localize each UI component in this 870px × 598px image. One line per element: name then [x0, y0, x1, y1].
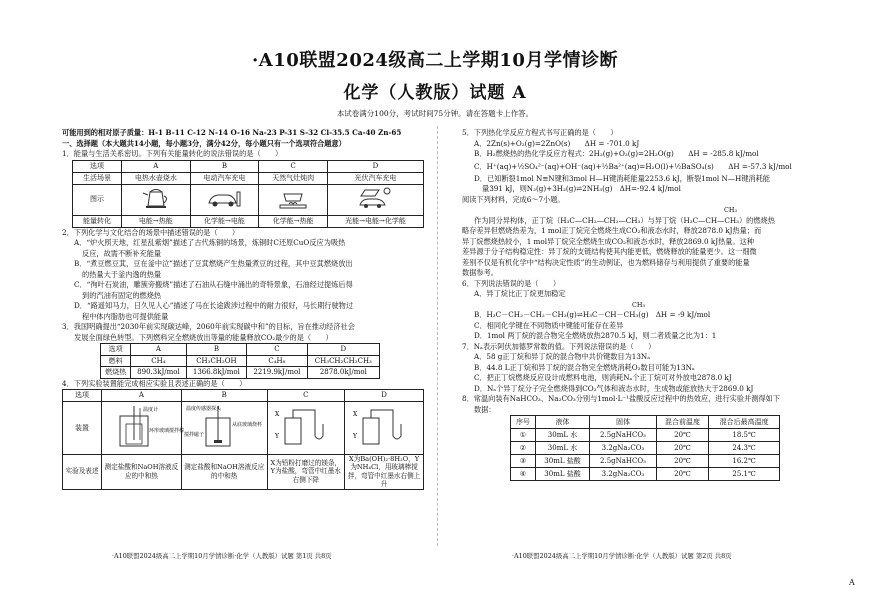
q4-head-0: 选项	[63, 390, 102, 402]
q1-r3-0: 能量转化	[73, 215, 122, 227]
q4-desc-a: 测定盐酸和NaOH溶液反应的中和热	[102, 454, 182, 489]
right-column	[462, 128, 840, 481]
q8-r2-c3: 20℃	[656, 442, 708, 455]
q1-r1-0: 生活场景	[73, 172, 122, 184]
exam-title: ·A10联盟2024级高二上学期10月学情诊断	[252, 50, 618, 71]
q1-figure-label: 图示	[73, 184, 122, 215]
q8-r2-c4: 24.3℃	[709, 442, 780, 455]
magnet-label: 搅拌磁子	[184, 432, 205, 438]
electric-kettle-icon	[138, 186, 174, 210]
q1-head-4: D	[327, 160, 423, 172]
passage-line-1: 作为同分异构体，正丁烷（H₃C—CH₂—CH₂—CH₃）与异丁烷（H₃C—CH—CH₃）的燃烧热	[474, 215, 775, 225]
q2-option-a: A．“炉火照天地，红星乱紫烟”描述了古代炼铜的场景，炼铜时C还原CuO反应为吸热	[74, 238, 346, 247]
question-8-cont: 数据：	[474, 404, 496, 414]
q8-r1-c2: 2.5gNaHCO₃	[590, 429, 657, 442]
q4-head-2: B	[181, 390, 267, 402]
q1-table	[72, 160, 424, 228]
q4-desc-b: 测定盐酸和NaOH溶液反应的中和热	[181, 454, 267, 489]
q8-r4-c2: 3.2gNa₂CO₃	[590, 468, 657, 481]
q2-option-d-cont: 程中体内脂肪也可提供能量	[82, 311, 169, 321]
q3-r1-1: A	[131, 344, 186, 356]
q4-head-3: C	[267, 390, 345, 402]
reagent-y-label-d: Y	[353, 433, 358, 440]
table-row	[511, 442, 780, 455]
question-3-cont: 发展全面绿色转型。下列燃料完全燃烧放出等量的能量释放CO₂最少的是（ ）	[74, 332, 333, 342]
footer-page-1: ·A10联盟2024级高二上学期10月学情诊断·化学（人教版）试题 第1页 共8页	[112, 552, 332, 560]
q4-desc-label: 实验及表述	[63, 454, 102, 489]
q2-option-c: C．“徇叶石炭油，雕簇旁搬烧”描述了石油从石缝中涌出的奇特景象，石油经过提炼后得	[74, 280, 353, 289]
thermometer-label: 温度计	[143, 407, 159, 413]
q1-r1-3: 天然气灶炖肉	[259, 172, 328, 184]
q4-apparatus-c	[267, 402, 345, 455]
passage-line-6: 数据参考。	[462, 268, 498, 277]
q1-r1-2: 电动汽车充电	[190, 172, 259, 184]
question-5: 5．下列热化学反应方程式书写正确的是（ ）	[462, 128, 618, 137]
q8-r2-c1: 30mL 水	[535, 442, 589, 455]
q3-table	[100, 343, 380, 379]
sensor-label: 温度传感器探头	[186, 406, 222, 412]
q3-r1-0: 选项	[101, 344, 131, 356]
exam-note: 本试卷满分100分，考试时间75分钟。请在答题卡上作答。	[336, 109, 534, 118]
q8-r4-c4: 25.1℃	[709, 468, 780, 481]
q4-apparatus-b	[181, 402, 267, 455]
q1-figure-c	[259, 184, 328, 215]
q1-figure-a	[122, 184, 191, 215]
section-heading: 一、选择题（本大题共14小题，每小题3分，满分42分，每小题只有一个选项符合题意）	[62, 138, 346, 148]
q6-option-a: A．异丁烷比正丁烷更加稳定	[474, 289, 566, 298]
q3-r2-3: C₄H₈	[247, 355, 308, 367]
table-row	[511, 429, 780, 442]
q2-option-c-cont: 到的汽油有固定的燃烧热	[82, 290, 162, 300]
q3-r2-4: CH₃CH₂CH₂CH₃	[307, 355, 379, 367]
q8-r3-c2: 2.5gNaHCO₃	[590, 455, 657, 468]
q8-r3-c4: 16.2℃	[709, 455, 780, 468]
isobutane-branch: CH₃	[724, 206, 738, 214]
q2-option-b-cont: 的热量大于釜内逸的热量	[82, 269, 162, 279]
q8-head-0: 序号	[511, 416, 536, 429]
u-tube-icon-2	[349, 402, 419, 450]
reading-intro: 阅读下列材料，完成6～7小题。	[462, 194, 565, 204]
q8-r3-c3: 20℃	[656, 455, 708, 468]
u-tube-icon	[271, 402, 341, 450]
q8-r3-c1: 30mL 盐酸	[535, 455, 589, 468]
q4-desc-c: X为铅粉打磨过的镁条，Y为盐酸，弯管中红墨水右侧下降	[267, 454, 345, 489]
q7-option-a: A．58 g正丁烷和异丁烷的混合物中共价键数目为13Nₐ	[474, 352, 650, 361]
q6-option-b: B．H₃C－CH₂－CH₂－CH₃(g)⇌H₃C－CH－CH₃(g) ΔH = -9 kJ/mol	[474, 310, 711, 319]
q5-option-d-cont: 量391 kJ，则N₂(g)+3H₂(g)⇌2NH₃(g) ΔH=-92.4 kJ/mol	[482, 184, 681, 193]
q3-r1-3: C	[247, 344, 308, 356]
q8-r4-c0: ④	[511, 468, 536, 481]
q7-option-d: D．Nₐ个异丁烷分子完全燃烧得到CO₂气体和液态水时，生成物或能放热大于2869.0 kJ	[474, 383, 754, 393]
q3-r1-4: D	[307, 344, 379, 356]
reagent-x-label-d: X	[353, 411, 358, 418]
footer-page-2: ·A10联盟2024级高二上学期10月学情诊断·化学（人教版）试题 第2页 共8页	[512, 552, 732, 560]
ev-charging-icon	[206, 186, 242, 210]
question-7: 7．Nₐ表示阿伏加德罗常数的值。下列说法错误的是（ ）	[462, 341, 656, 351]
q4-table	[62, 389, 424, 490]
q8-r4-c1: 30mL 盐酸	[535, 468, 589, 481]
q2-option-d: D．“路遥知马力，日久见人心”描述了马在长途跋涉过程中的耐力很好，马长期行驶物过	[74, 301, 354, 310]
q7-option-b: B．44.8 L正丁烷和异丁烷的混合物完全燃烧消耗O₂数目可能为13Nₐ	[474, 362, 695, 372]
q1-head-3: C	[259, 160, 328, 172]
q5-option-a: A．2Zn(s)+O₂(g)=2ZnO(s) ΔH = -701.0 kJ	[474, 138, 640, 148]
q1-head-1: A	[122, 160, 191, 172]
exam-subtitle: 化学（人教版）试题 A	[343, 83, 527, 103]
passage-line-3: 异丁烷燃烧热较小，1 mol异丁烷完全燃烧生成CO₂和液态水时，释放2869.0 kJ热量。这种	[462, 236, 755, 246]
passage-line-2: 略存差异但燃烧热差为，1 mol正丁烷完全燃烧生成CO₂和液态水时，释放2878.0 kJ热量；而	[462, 226, 762, 235]
q3-r3-2: 1366.8kJ/mol	[186, 367, 247, 379]
q1-head-0: 选项	[73, 160, 122, 172]
q6-option-d: D．1mol 两丁烷的混合物完全燃烧放热2870.5 kJ，则二者质量之比为1：1	[474, 331, 717, 340]
gas-stove-icon	[275, 186, 311, 210]
q3-r3-1: 890.3kJ/mol	[131, 367, 186, 379]
q8-r2-c0: ②	[511, 442, 536, 455]
q5-option-c: C．H⁺(aq)+½SO₄²⁻(aq)+OH⁻(aq)+½Ba²⁺(aq)=H₂O(l)+½BaSO₄(s) ΔH =-57.3 kJ/mol	[474, 161, 792, 171]
q4-apparatus-d	[345, 402, 424, 455]
q3-r3-0: 燃烧热	[101, 367, 131, 379]
q7-option-c: C．把正丁烷燃烧反应设计成燃料电池，则消耗Nₐ个正丁烷可对外放电2878.0 kJ	[474, 373, 732, 382]
question-8: 8．常温向装有NaHCO₃、Na₂CO₃分别与1mol·L⁻¹盐酸反应过程中的热效应，进行实验并测得如下	[462, 394, 780, 403]
q8-head-4: 混合后最高温度	[709, 416, 780, 429]
passage-line-5: 差别不仅是有机化学中“结构决定性质”的生动例证，也为燃料储存与利用提供了重要的能量	[462, 257, 750, 267]
q1-r1-1: 电热水壶烧水	[122, 172, 191, 184]
q3-r1-2: B	[186, 344, 247, 356]
q1-r3-1: 电能→热能	[122, 215, 191, 227]
q3-r3-3: 2219.9kJ/mol	[247, 367, 308, 379]
q1-figure-b	[190, 184, 259, 215]
question-6: 6．下列说法错误的是（ ）	[462, 278, 561, 288]
q1-head-2: B	[190, 160, 259, 172]
q4-desc-d: X为Ba(OH)₂·8H₂O，Y为NH₄Cl，用玻璃棒搅拌，弯管中红墨水右侧上升	[345, 454, 424, 489]
q8-r3-c0: ③	[511, 455, 536, 468]
q5-option-b: B．H₂燃烧热的热化学反应方程式：2H₂(g)+O₂(g)=2H₂O(g) ΔH = -285.8 kJ/mol	[474, 149, 759, 158]
q4-apparatus-a	[102, 402, 185, 455]
q6-branch: CH₃	[632, 300, 646, 309]
question-3: 3．我国明确提出“2030年前实现碳达峰，2060年前实现碳中和”的目标，旨在推动经济社会	[62, 322, 355, 331]
q1-r3-4: 光能→电能→化学能	[327, 215, 423, 227]
beaker-label: 从底玻璃烧杯	[232, 422, 263, 428]
q8-r1-c0: ①	[511, 429, 536, 442]
q2-option-b: B．“煮豆燃豆萁，豆在釜中泣”描述了豆萁燃烧产生热量煮豆的过程，其中豆萁燃烧放出	[74, 259, 353, 268]
solar-car-icon	[357, 186, 393, 210]
q1-r1-4: 光伏汽车充电	[327, 172, 423, 184]
table-row	[511, 468, 780, 481]
q3-r2-1: CH₄	[131, 355, 186, 367]
question-4: 4．下列实验装置能完成相应实验且表述正确的是（ ）	[62, 378, 247, 388]
reagent-x-label-c: X	[274, 411, 280, 418]
q8-head-1: 液体	[535, 416, 589, 429]
q3-r2-0: 燃料	[101, 355, 131, 367]
q8-r1-c3: 20℃	[656, 429, 708, 442]
stirrer-label: 环形玻璃搅拌棒	[149, 428, 185, 434]
q8-table	[510, 415, 780, 481]
q6-option-c: C．相同化学键在不同物质中键能可能存在差异	[474, 320, 624, 330]
q8-r4-c3: 20℃	[656, 468, 708, 481]
q8-head-3: 混合前温度	[656, 416, 708, 429]
q8-r1-c4: 18.5℃	[709, 429, 780, 442]
q8-head-2: 固体	[590, 416, 657, 429]
reagent-y-label-c: Y	[274, 433, 279, 440]
column-divider	[437, 126, 438, 546]
q1-r3-2: 化学能→电能	[190, 215, 259, 227]
table-row	[511, 455, 780, 468]
version-mark: A	[849, 578, 855, 587]
q3-r3-4: 2878.0kJ/mol	[307, 367, 379, 379]
q3-r2-2: CH₃CH₂OH	[186, 355, 247, 367]
q4-head-4: D	[345, 390, 424, 402]
q1-r3-3: 化学能→热能	[259, 215, 328, 227]
q8-r2-c2: 3.2gNa₂CO₃	[590, 442, 657, 455]
q4-head-1: A	[102, 390, 182, 402]
passage-line-4: 差异源于分子结构稳定性：异丁烷的支链结构使其内能更低，燃烧释放的能量更少。这一细微	[462, 247, 757, 256]
calorimeter-icon	[104, 402, 185, 450]
left-column	[62, 128, 424, 490]
question-2: 2．下列化学与文化结合的场景中描述错误的是（ ）	[62, 227, 240, 237]
q5-option-d: D．已知断裂1mol N≡N键和3mol H—H键消耗能量2253.6 kJ，断裂1mol N—H键消耗能	[474, 173, 770, 183]
q4-apparatus-label: 装置	[63, 402, 102, 455]
beaker-sensor-icon	[184, 402, 264, 450]
atomic-masses: 可能用到的相对原子质量：H-1 B-11 C-12 N-14 O-16 Na-23 P-31 S-32 Cl-35.5 Ca-40 Zn-65	[62, 128, 402, 137]
q2-option-a-cont: 反应，故需不断补充能量	[82, 248, 162, 258]
question-1: 1．能量与生活关系密切。下列有关能量转化的说法错误的是（ ）	[62, 149, 283, 158]
q8-r1-c1: 30mL 水	[535, 429, 589, 442]
q1-figure-d	[327, 184, 423, 215]
